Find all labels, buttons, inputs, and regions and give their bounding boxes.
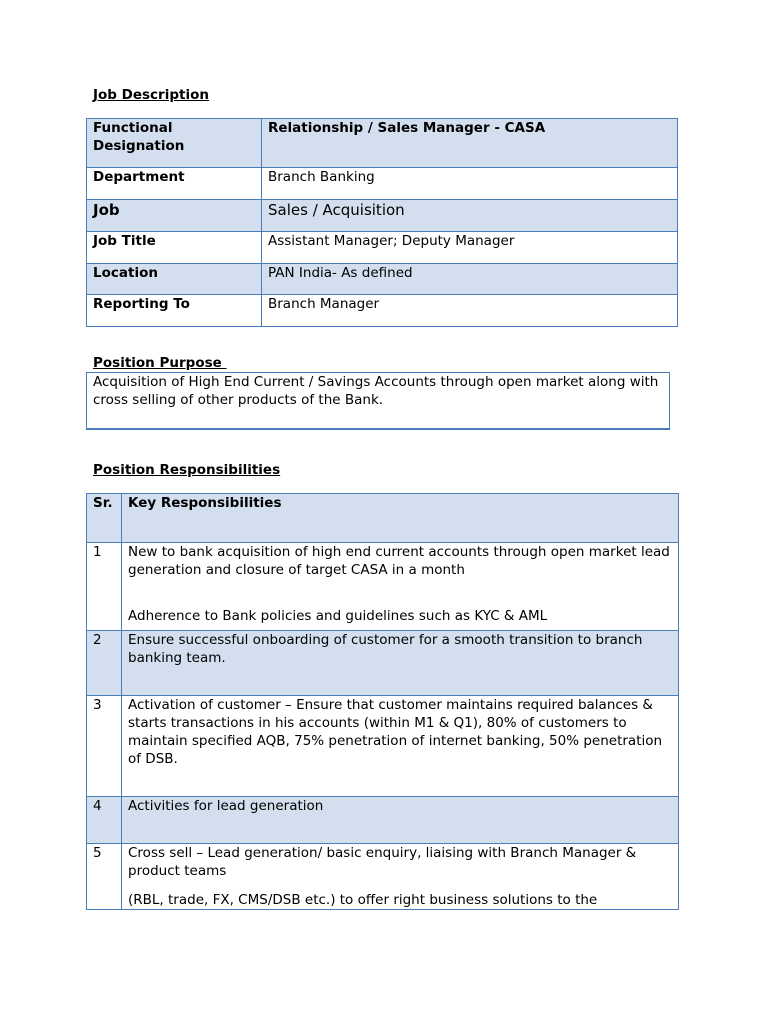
- table-row: [87, 200, 678, 232]
- position-responsibilities-heading: Position Responsibilities: [93, 462, 281, 478]
- responsibility-text: (RBL, trade, FX, CMS/DSB etc.) to offer right business solutions to the: [128, 892, 598, 908]
- table-row: [87, 631, 679, 696]
- column-header-key-responsibilities: Key Responsibilities: [122, 494, 679, 543]
- row-label: Department: [87, 168, 262, 200]
- responsibilities-table: [86, 493, 679, 910]
- table-row: [87, 797, 679, 844]
- row-number: 4: [87, 797, 122, 844]
- row-text: [122, 844, 679, 910]
- row-text: Activation of customer – Ensure that customer maintains required balances & starts transactions in his accounts (within M1 & Q1), 80% of customers to maintain specified AQB, 75% penetration of internet banking, 50% penetration of DSB.: [122, 696, 679, 797]
- table-row: [87, 696, 679, 797]
- row-text: Activities for lead generation: [122, 797, 679, 844]
- table-row: [87, 232, 678, 264]
- row-value: Branch Banking: [262, 168, 678, 200]
- row-label: Job: [87, 200, 262, 232]
- table-row: [87, 168, 678, 200]
- row-value: Branch Manager: [262, 295, 678, 327]
- row-number: 1: [87, 543, 122, 631]
- row-number: 5: [87, 844, 122, 910]
- row-number: 2: [87, 631, 122, 696]
- table-row: [87, 264, 678, 295]
- row-text: [122, 543, 679, 631]
- row-label: Job Title: [87, 232, 262, 264]
- row-value: Relationship / Sales Manager - CASA: [262, 119, 678, 168]
- row-value: PAN India- As defined: [262, 264, 678, 295]
- row-label: Functional Designation: [87, 119, 262, 168]
- row-text: Ensure successful onboarding of customer for a smooth transition to branch banking team.: [122, 631, 679, 696]
- table-header-row: [87, 494, 679, 543]
- responsibility-text: New to bank acquisition of high end current accounts through open market lead generation and closure of target CASA in a month: [128, 544, 670, 578]
- responsibility-text: Cross sell – Lead generation/ basic enquiry, liaising with Branch Manager & product teams: [128, 845, 637, 879]
- table-row: [87, 295, 678, 327]
- position-purpose-text: Acquisition of High End Current / Savings Accounts through open market along with cross selling of other products of the Bank.: [93, 374, 659, 408]
- position-purpose-box: [86, 372, 670, 430]
- row-label: Location: [87, 264, 262, 295]
- row-number: 3: [87, 696, 122, 797]
- row-value: Sales / Acquisition: [262, 200, 678, 232]
- table-row: [87, 844, 679, 910]
- column-header-sr: Sr.: [87, 494, 122, 543]
- table-row: [87, 119, 678, 168]
- responsibility-text: Adherence to Bank policies and guidelines such as KYC & AML: [128, 608, 548, 624]
- job-description-table: [86, 118, 678, 327]
- position-purpose-heading: Position Purpose: [93, 355, 227, 371]
- job-description-heading: Job Description: [93, 87, 209, 103]
- row-label: Reporting To: [87, 295, 262, 327]
- row-value: Assistant Manager; Deputy Manager: [262, 232, 678, 264]
- table-row: [87, 543, 679, 631]
